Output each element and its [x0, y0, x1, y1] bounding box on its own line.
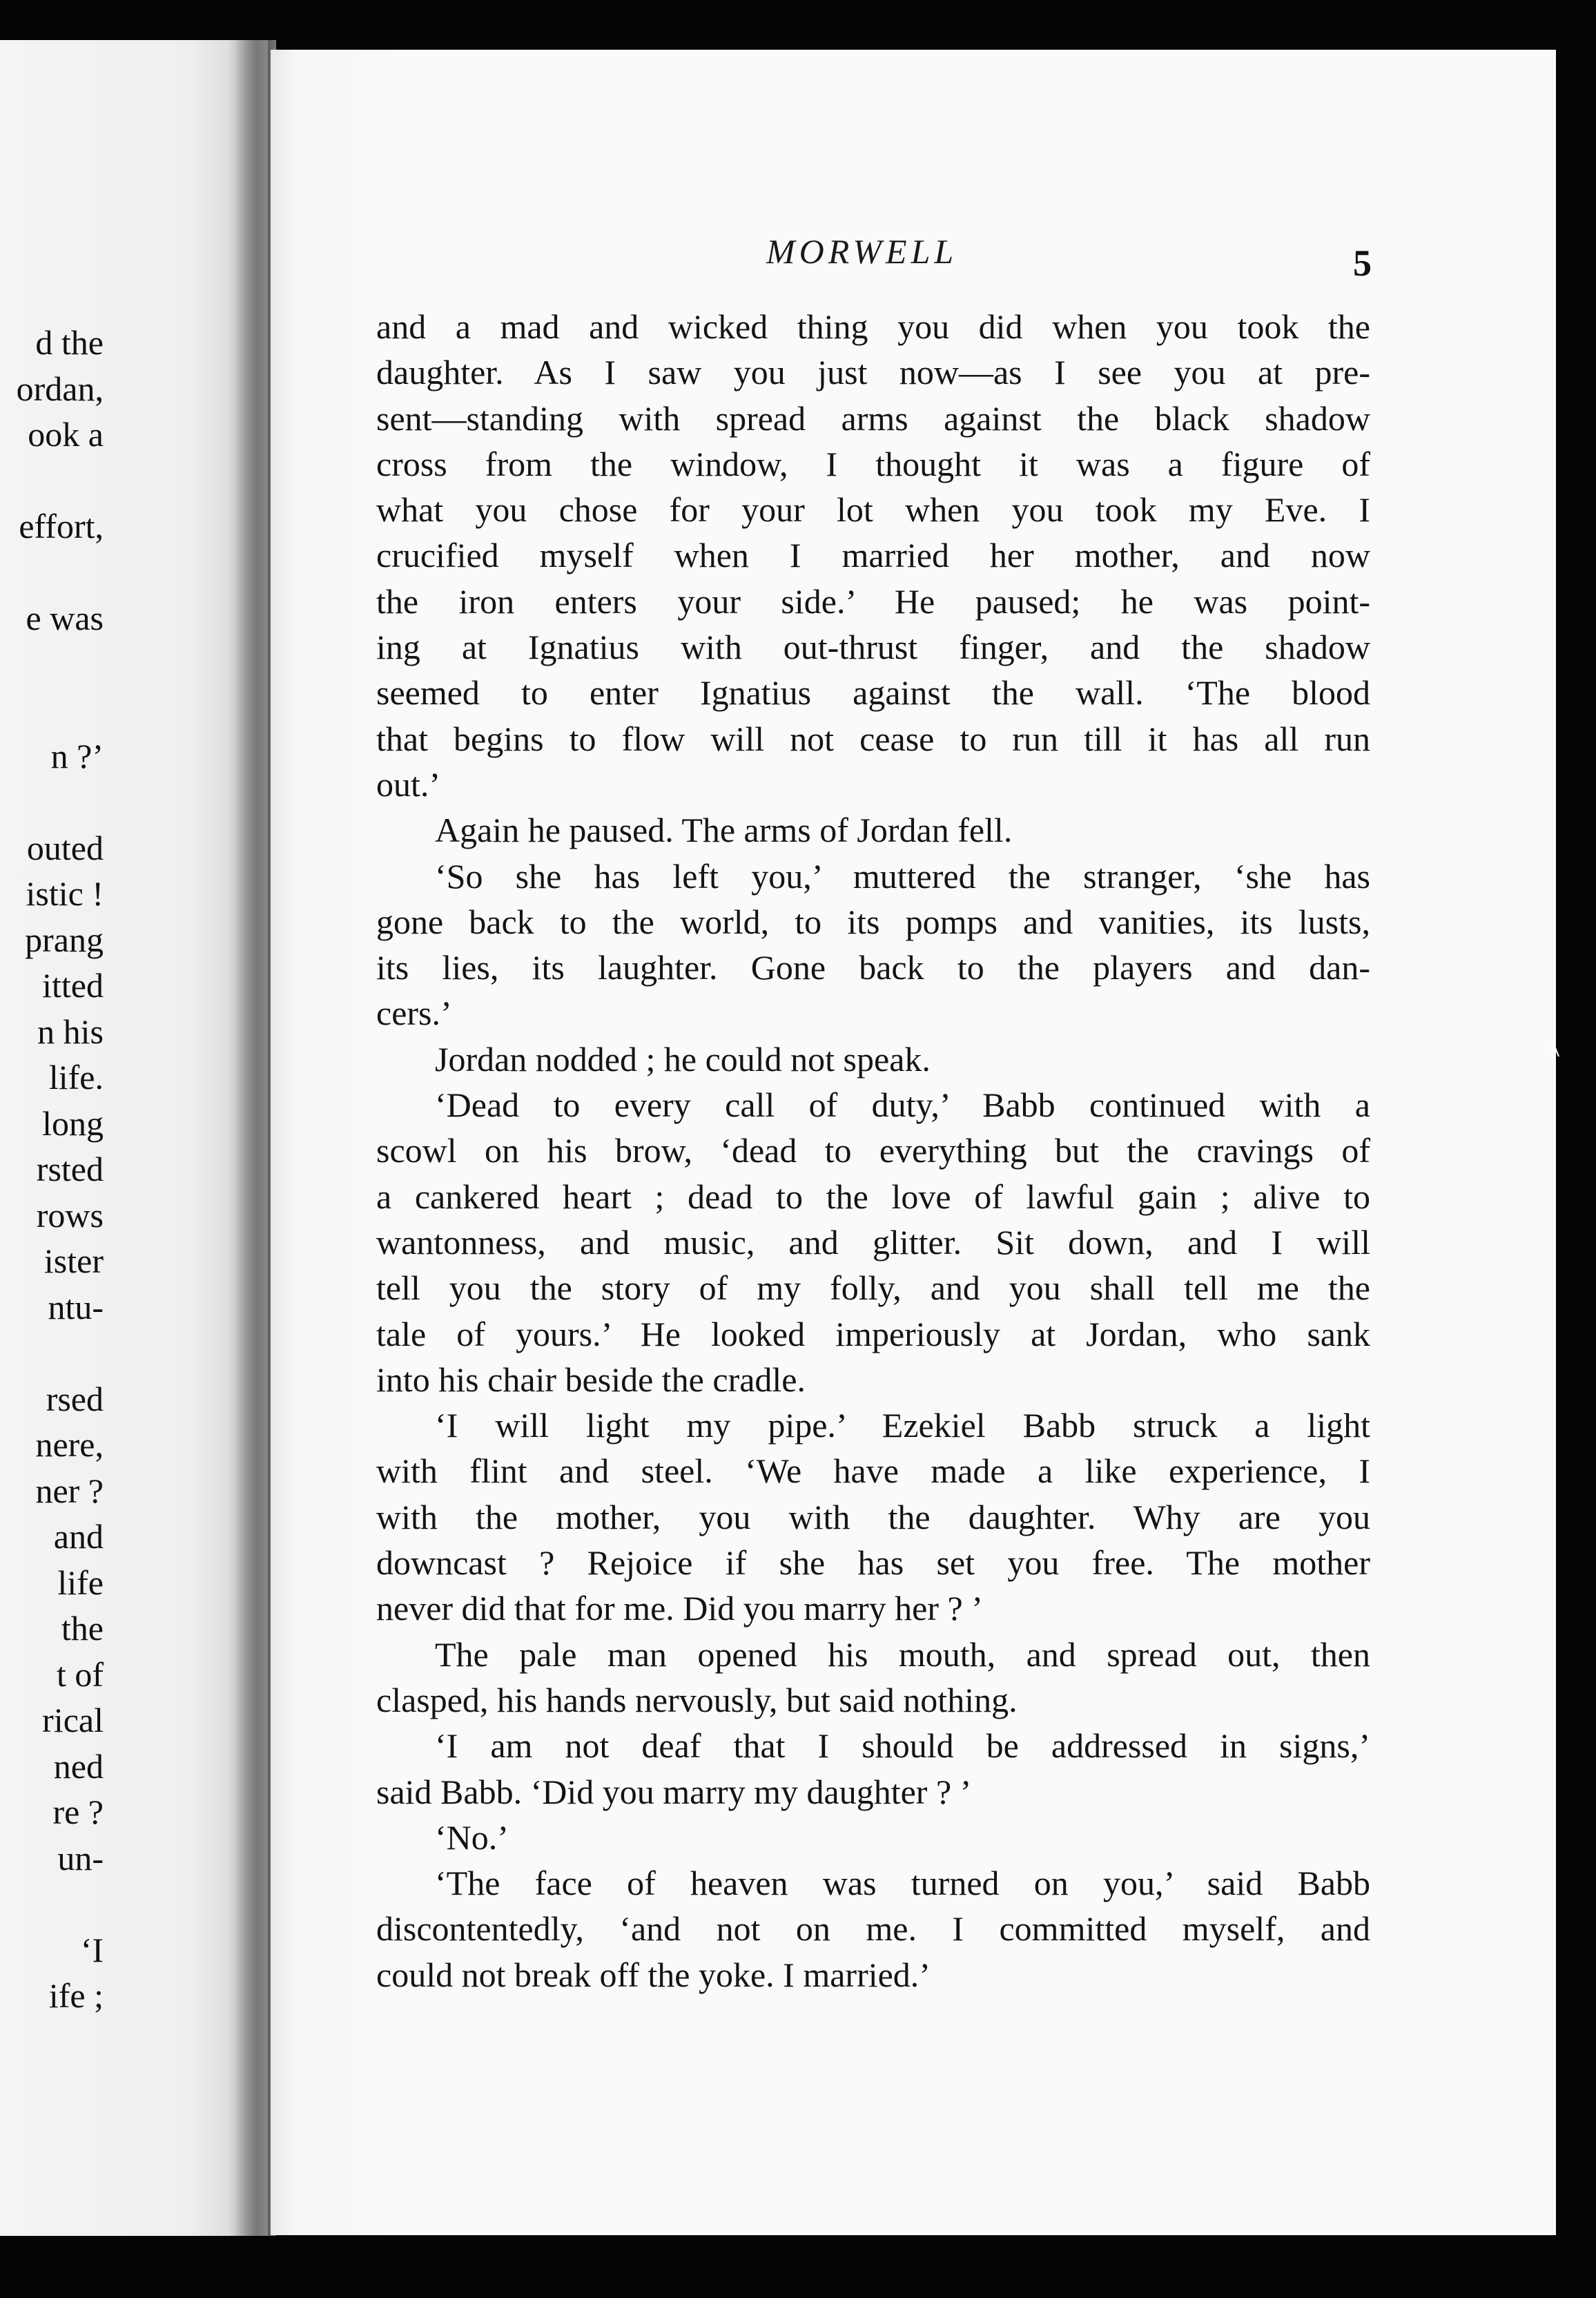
left-page-line: t of — [56, 1654, 104, 1694]
body-text-line: and a mad and wicked thing you did when you took the — [376, 307, 1370, 346]
body-text-line: into his chair beside the cradle. — [376, 1360, 806, 1399]
body-text-line: Again he paused. The arms of Jordan fell. — [435, 811, 1013, 850]
body-text-line: Jordan nodded ; he could not speak. — [435, 1039, 931, 1079]
body-text-line: ‘The face of heaven was turned on you,’ said Babb — [435, 1864, 1370, 1903]
body-text-line: seemed to enter Ignatius against the wall. ‘The blood — [376, 673, 1370, 713]
left-page-line: ntu- — [48, 1287, 104, 1326]
body-text-line: ing at Ignatius with out-thrust finger, and the shadow — [376, 628, 1370, 667]
body-text-line: cross from the window, I thought it was a figure of — [376, 444, 1370, 483]
left-page-line: effort, — [19, 507, 104, 545]
body-text-line: tale of yours.’ He looked imperiously at Jordan, who sank — [376, 1314, 1370, 1353]
left-page-line: istic ! — [26, 874, 104, 913]
left-page-line: n ?’ — [50, 736, 104, 775]
left-page-line: ordan, — [16, 369, 104, 408]
left-page-line — [0, 687, 104, 733]
left-page-line: d the — [35, 323, 104, 362]
left-page-line — [0, 779, 104, 825]
book-gutter — [228, 40, 276, 2236]
left-page-line — [0, 550, 104, 596]
body-text-line: cers.’ — [376, 994, 452, 1033]
left-page-line: life — [57, 1563, 104, 1602]
body-text-line: ‘No.’ — [435, 1817, 509, 1857]
left-page-line: ook a — [28, 415, 104, 454]
left-page-line: ner ? — [35, 1471, 104, 1510]
left-page-line: ife ; — [48, 1976, 104, 2015]
left-page-line: re ? — [52, 1793, 104, 1831]
body-text-line: ‘So she has left you,’ muttered the stranger, ‘she has — [435, 856, 1370, 896]
left-page-line: ister — [43, 1242, 104, 1280]
body-text-line: crucified myself when I married her mother, and now — [376, 536, 1370, 575]
page-number: 5 — [1353, 242, 1372, 284]
left-page-line: rsed — [46, 1379, 104, 1418]
page-body-text — [376, 304, 1370, 1998]
body-text-line: could not break off the yoke. I married.’ — [376, 1955, 931, 1994]
body-text-line: The pale man opened his mouth, and spread out, then — [435, 1634, 1370, 1674]
left-page-text-fragments — [0, 320, 104, 2019]
left-page-line: and — [53, 1517, 104, 1556]
left-page-line — [0, 641, 104, 688]
left-page-line: un- — [57, 1838, 104, 1877]
left-page-line — [0, 1881, 104, 1927]
body-text-line: what you chose for your lot when you took my Eve. I — [376, 490, 1370, 530]
body-text-line: scowl on his brow, ‘dead to everything but the cravings of — [376, 1131, 1370, 1170]
left-page-line: itted — [42, 966, 104, 1005]
body-text-line: that begins to flow will not cease to run till it has all run — [376, 719, 1370, 758]
left-page-line: ned — [53, 1746, 104, 1786]
body-text-line: ‘I am not deaf that I should be addressed in signs,’ — [435, 1726, 1370, 1766]
left-page-line: rows — [36, 1195, 104, 1235]
body-text-line: ‘I will light my pipe.’ Ezekiel Babb struck a light — [435, 1406, 1370, 1445]
body-text-line: with flint and steel. ‘We have made a like experience, I — [376, 1451, 1370, 1491]
body-text-line: with the mother, you with the daughter. Why are you — [376, 1497, 1370, 1536]
body-text-line: never did that for me. Did you marry her ? ’ — [376, 1589, 983, 1628]
body-text-line: sent—standing with spread arms against the black shadow — [376, 398, 1370, 438]
body-text-line: daughter. As I saw you just now—as I see you at pre- — [376, 353, 1370, 392]
body-text-line: a cankered heart ; dead to the love of lawful gain ; alive to — [376, 1177, 1370, 1216]
left-page-line: prang — [25, 920, 104, 959]
running-head: MORWELL — [766, 232, 958, 271]
body-text-line: clasped, his hands nervously, but said nothing. — [376, 1680, 1018, 1719]
left-page-line: rsted — [36, 1150, 104, 1188]
left-page-line: life. — [48, 1058, 104, 1097]
page-edge-mark — [1546, 1036, 1560, 1063]
body-text-line: discontentedly, ‘and not on me. I committed myself, and — [376, 1909, 1370, 1949]
body-text-line: the iron enters your side.’ He paused; he was point- — [376, 581, 1370, 621]
body-text-line: its lies, its laughter. Gone back to the players and dan- — [376, 948, 1370, 987]
body-text-line: said Babb. ‘Did you marry my daughter ? ’ — [376, 1772, 972, 1811]
body-text-line: tell you the story of my folly, and you shall tell me the — [376, 1268, 1370, 1308]
left-page-line: rical — [42, 1701, 104, 1739]
left-page-line: the — [61, 1609, 104, 1648]
body-text-line: wantonness, and music, and glitter. Sit down, and I will — [376, 1222, 1370, 1262]
body-text-line: out.’ — [376, 764, 441, 804]
body-text-line: gone back to the world, to its pomps and vanities, its lusts, — [376, 902, 1370, 941]
left-page-line: outed — [26, 828, 104, 867]
left-page-line: n his — [37, 1012, 104, 1051]
left-page-line: nere, — [35, 1425, 104, 1464]
left-page-line — [0, 1330, 104, 1376]
left-page-line: e was — [26, 599, 104, 637]
body-text-line: ‘Dead to every call of duty,’ Babb continued with a — [435, 1085, 1370, 1125]
body-text-line: downcast ? Rejoice if she has set you free. The mother — [376, 1543, 1370, 1583]
left-page-line: ‘I — [80, 1930, 104, 1969]
left-page-line — [0, 458, 104, 504]
left-page-line: long — [42, 1103, 104, 1143]
